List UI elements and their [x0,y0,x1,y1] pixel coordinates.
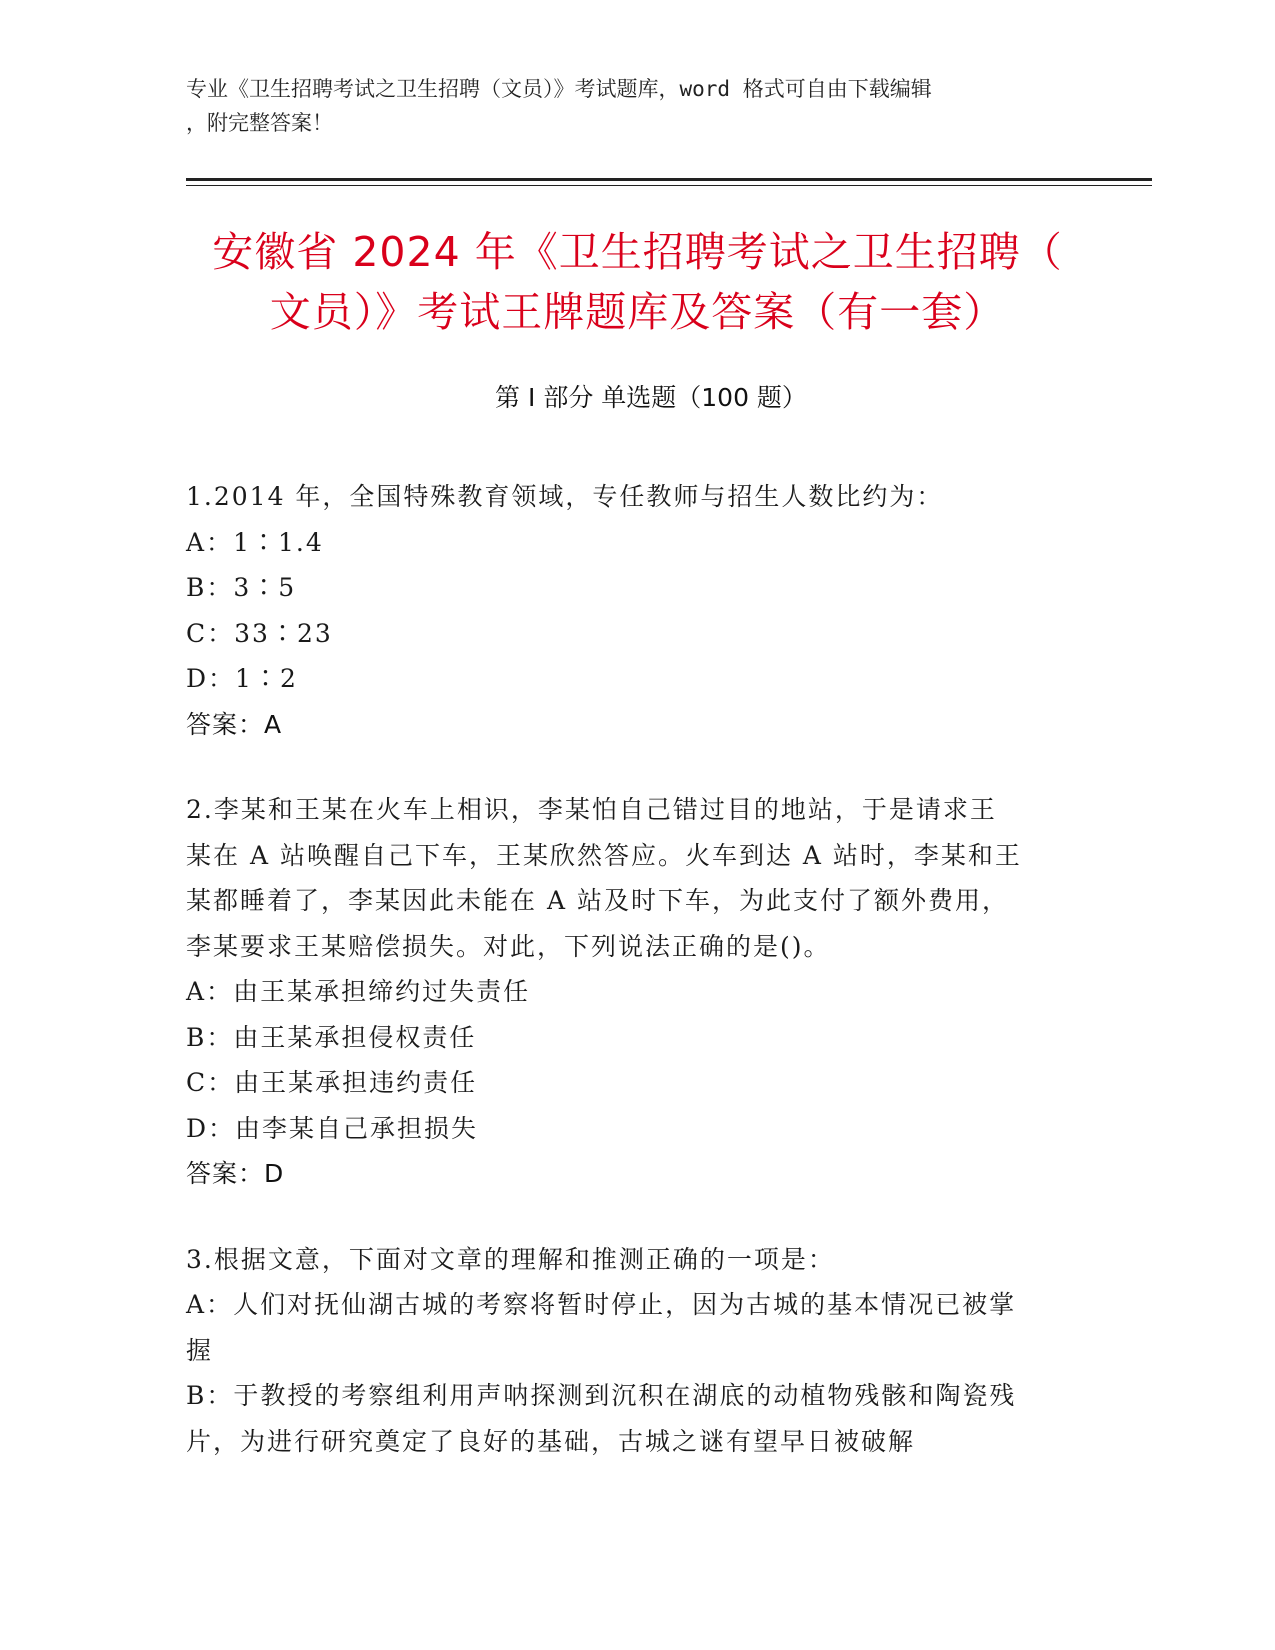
document-title-line-1: 安徽省 2024 年《卫生招聘考试之卫生招聘（ [212,228,1063,276]
option-label: B： [186,1022,234,1052]
option-text: 于教授的考察组利用声呐探测到沉积在湖底的动植物残骸和陶瓷残 [233,1381,1017,1410]
option-b [186,565,1066,611]
header-rule-thick [186,178,1152,181]
option-label: A： [186,527,234,557]
option-b [186,1015,1066,1061]
option-text: 33∶23 [234,618,333,648]
question-stem-line-2: 某在 A 站唤醒自己下车，王某欣然答应。火车到达 A 站时，李某和王 [186,840,1022,870]
option-label: C： [186,618,235,648]
question-stem-line-4: 李某要求王某赔偿损失。对此，下列说法正确的是()。 [186,931,831,961]
option-text: 由王某承担侵权责任 [233,1022,477,1052]
option-a [186,969,1066,1015]
header-rule-thin [186,185,1152,186]
header-note-line-2: ，附完整答案！ [186,111,333,135]
option-label: D： [186,1113,236,1143]
option-d [186,1106,1066,1152]
option-d [186,656,1066,702]
section-title: 第 I 部分 单选题（100 题） [495,383,807,412]
document-title-line-2: 文员）》考试王牌题库及答案（有一套） [269,288,1006,336]
option-text: 3∶5 [233,573,297,602]
option-a-continued: 握 [186,1335,214,1365]
answer: 答案：D [186,1159,285,1188]
question-list [186,474,1066,1504]
question-stem: 1.2014 年，全国特殊教育领域，专任教师与招生人数比约为： [186,482,944,511]
option-label: B： [186,573,234,602]
option-label: A： [186,977,234,1006]
header-note [186,72,1066,140]
question-stem-line-1: 2.李某和王某在火车上相识，李某怕自己错过目的地站，于是请求王 [186,795,997,824]
question-2 [186,787,1066,1197]
option-text: 由李某自己承担损失 [235,1113,479,1143]
option-label: C： [186,1068,235,1097]
option-text: 1∶2 [235,664,298,693]
option-text: 1∶1.4 [233,527,324,557]
header-note-line-1: 专业《卫生招聘考试之卫生招聘（文员）》考试题库，word 格式可自由下载编辑 [186,77,932,101]
option-b [186,1373,1066,1419]
option-b-continued: 片，为进行研究奠定了良好的基础，古城之谜有望早日被破解 [186,1426,916,1456]
option-c [186,611,1066,657]
option-a [186,520,1066,566]
option-c [186,1060,1066,1106]
option-text: 由王某承担违约责任 [234,1068,478,1097]
option-label: B： [186,1381,234,1410]
question-stem: 3.根据文意，下面对文章的理解和推测正确的一项是： [186,1244,835,1274]
option-text: 人们对抚仙湖古城的考察将暂时停止，因为古城的基本情况已被掌 [233,1290,1017,1319]
question-1 [186,474,1066,747]
option-text: 由王某承担缔约过失责任 [233,977,531,1006]
option-label: A： [186,1290,234,1319]
document-title [170,222,1105,342]
option-a [186,1282,1066,1328]
question-3 [186,1237,1066,1465]
option-label: D： [186,664,236,693]
answer: 答案：A [186,709,283,739]
question-stem-line-3: 某都睡着了，李某因此未能在 A 站及时下车，为此支付了额外费用， [186,886,1009,915]
